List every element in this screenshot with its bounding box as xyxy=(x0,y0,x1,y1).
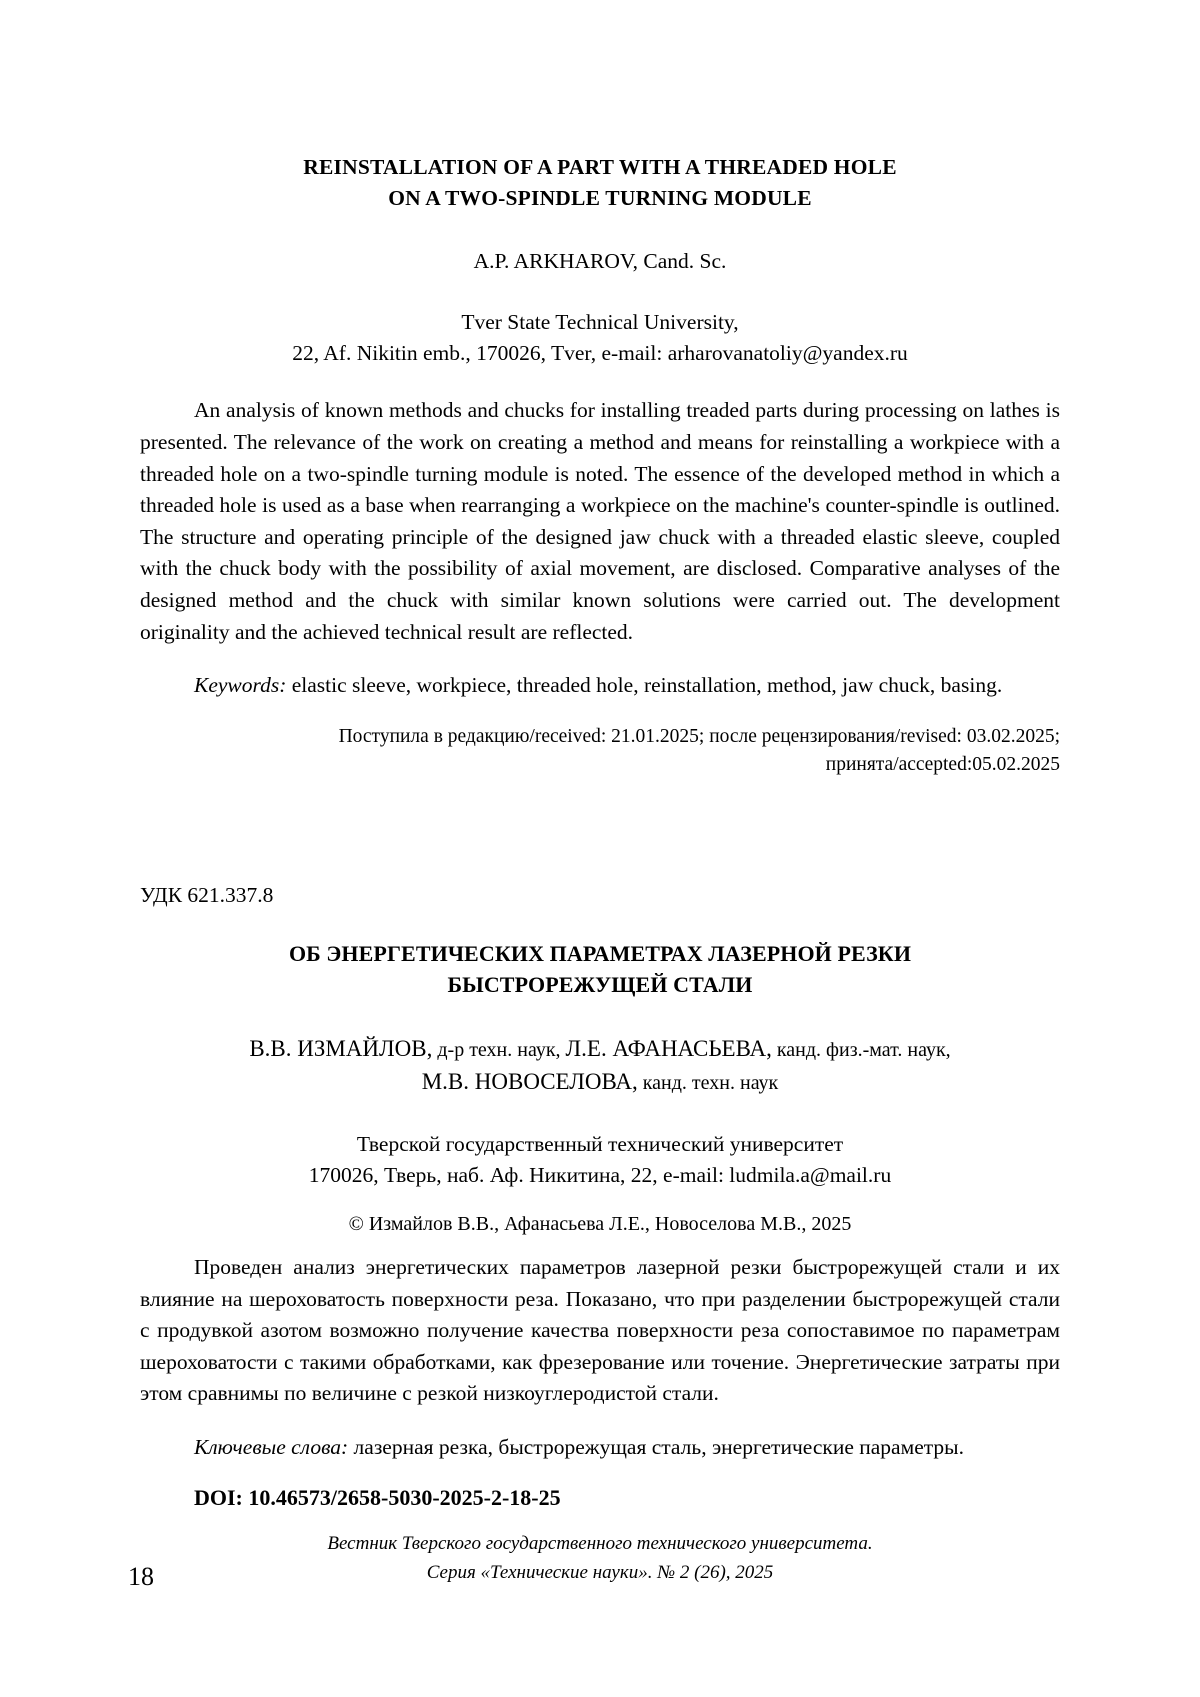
author-degree-1: д-р техн. наук, xyxy=(432,1039,566,1062)
affiliation-en-line1: Tver State Technical University, xyxy=(461,310,739,335)
abstract-ru: Проведен анализ энергетических параметров лазерной резки быстрорежущей стали и их влияние на шероховатость поверхности реза. Показано, что при разделении быстрорежущей стали с продувкой азотом возможно получение качества поверхности реза сопоставимое по параметрам шероховатости с такими обработками, как фрезерование или точение. Энергетические затраты при этом сравнимы по величине с резкой низкоуглеродистой стали. xyxy=(140,1255,1060,1406)
author-degree-3: канд. техн. наук xyxy=(637,1072,779,1095)
article-title-en xyxy=(140,152,1060,213)
footer-journal-title: Вестник Тверского государственного технического университета. xyxy=(327,1533,873,1554)
author-degree-2: канд. физ.-мат. наук, xyxy=(771,1039,951,1062)
author-name-2: Л.Е. АФАНАСЬЕВА, xyxy=(565,1036,772,1062)
submission-dates-line2: принята/accepted:05.02.2025 xyxy=(825,753,1060,775)
keywords-ru xyxy=(140,1432,1060,1464)
article-title-en-line2: ON A TWO-SPINDLE TURNING MODULE xyxy=(388,185,812,210)
keywords-en-text: elastic sleeve, workpiece, threaded hole, reinstallation, method, jaw chuck, basing. xyxy=(286,672,1003,697)
submission-dates xyxy=(140,723,1060,778)
article-authors-ru xyxy=(140,1032,1060,1099)
keywords-ru-label: Ключевые слова: xyxy=(194,1434,349,1459)
submission-dates-line1: Поступила в редакцию/received: 21.01.2025; после рецензирования/revised: 03.02.2025; xyxy=(338,726,1060,748)
page-number: 18 xyxy=(128,1562,154,1591)
keywords-en-label: Keywords: xyxy=(194,672,287,697)
affiliation-ru-line2: 170026, Тверь, наб. Аф. Никитина, 22, e-mail: ludmila.a@mail.ru xyxy=(308,1162,892,1187)
page-footer xyxy=(140,1530,1060,1587)
affiliation-en-line2: 22, Af. Nikitin emb., 170026, Tver, e-mail: arharovanatoliy@yandex.ru xyxy=(292,341,908,366)
doi-identifier: DOI: 10.46573/2658-5030-2025-2-18-25 xyxy=(194,1484,561,1510)
article-affiliation-ru xyxy=(140,1129,1060,1191)
copyright-notice: © Измайлов В.В., Афанасьева Л.Е., Новоселова М.В., 2025 xyxy=(348,1213,852,1236)
keywords-en xyxy=(140,670,1060,702)
footer-series-issue: Серия «Технические науки». № 2 (26), 2025 xyxy=(426,1561,774,1583)
article-title-ru-line1: ОБ ЭНЕРГЕТИЧЕСКИХ ПАРАМЕТРАХ ЛАЗЕРНОЙ РЕЗКИ xyxy=(288,940,912,966)
page-content xyxy=(140,0,1060,1511)
authors-ru-line2 xyxy=(140,1065,1060,1098)
affiliation-ru-line1: Тверской государственный технический университет xyxy=(356,1131,844,1156)
article-author-en: A.P. ARKHAROV, Cand. Sc. xyxy=(473,249,727,274)
keywords-ru-text: лазерная резка, быстрорежущая сталь, энергетические параметры. xyxy=(348,1434,964,1459)
article-russian xyxy=(140,883,1060,1511)
article-title-ru xyxy=(140,938,1060,1000)
authors-ru-line1 xyxy=(140,1032,1060,1065)
author-name-3: М.В. НОВОСЕЛОВА, xyxy=(421,1069,638,1095)
abstract-en: An analysis of known methods and chucks for installing treaded parts during processing on lathes is presented. The relevance of the work on creating a method and means for reinstalling a workpiece with a threaded hole on a two-spindle turning module is noted. The essence of the developed method in which a threaded hole is used as a base when rearranging a workpiece on the machine's counter-spindle is outlined. The structure and operating principle of the designed jaw chuck with a threaded elastic sleeve, coupled with the chuck body with the possibility of axial movement, are disclosed. Comparative analyses of the designed method and the chuck with similar known solutions were carried out. The development originality and the achieved technical result are reflected. xyxy=(140,398,1060,644)
article-english xyxy=(140,152,1060,779)
article-affiliation-en xyxy=(140,307,1060,369)
article-title-ru-line2: БЫСТРОРЕЖУЩЕЙ СТАЛИ xyxy=(447,971,753,997)
article-title-en-line1: REINSTALLATION OF A PART WITH A THREADED HOLE xyxy=(303,155,897,179)
udk-code: УДК 621.337.8 xyxy=(140,882,274,907)
author-name-1: В.В. ИЗМАЙЛОВ, xyxy=(249,1036,433,1062)
